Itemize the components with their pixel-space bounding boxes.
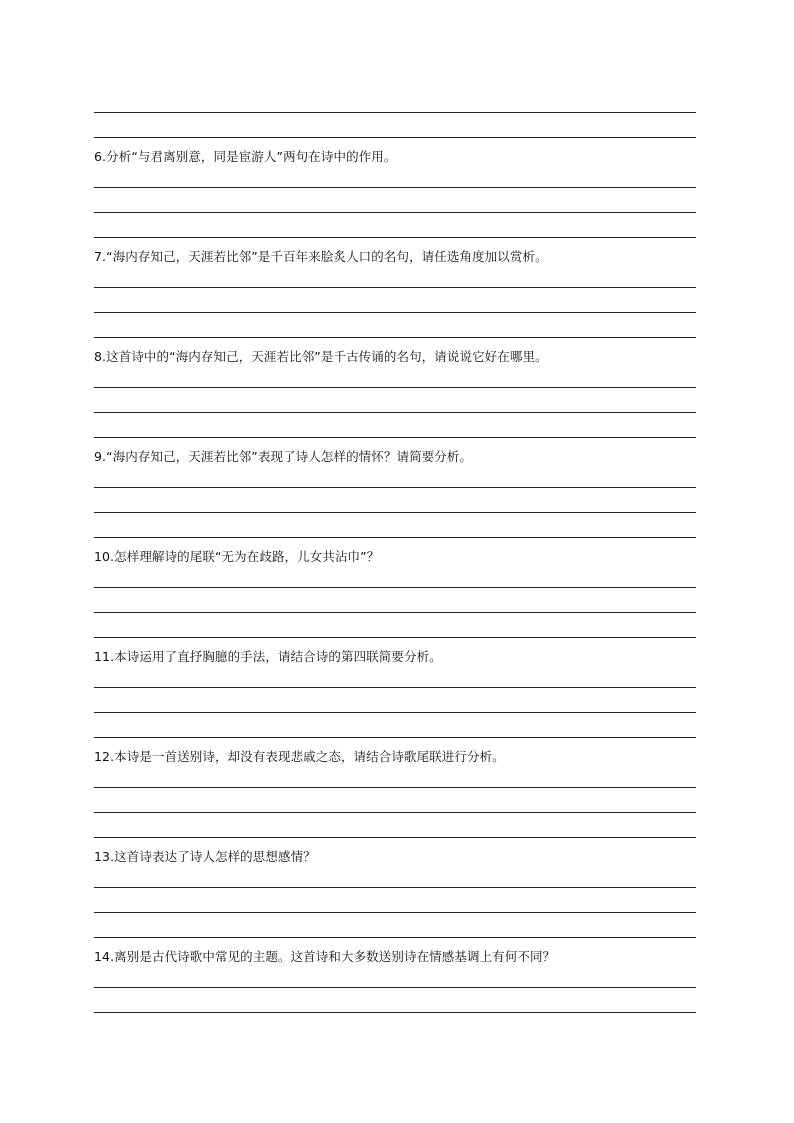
answer-line (94, 387, 696, 388)
answer-line (94, 837, 696, 838)
answer-line (94, 787, 696, 788)
answer-line (94, 112, 696, 113)
answer-line (94, 287, 696, 288)
question-8: 8.这首诗中的“海内存知己，天涯若比邻”是千古传诵的名句，请说说它好在哪里。 (94, 349, 548, 364)
question-13: 13.这首诗表达了诗人怎样的思想感情？ (94, 849, 316, 864)
answer-line (94, 1012, 696, 1013)
answer-line (94, 212, 696, 213)
answer-line (94, 912, 696, 913)
answer-line (94, 487, 696, 488)
answer-line (94, 137, 696, 138)
worksheet-page (94, 0, 696, 1123)
answer-line (94, 187, 696, 188)
question-6: 6.分析“与君离别意，同是宦游人”两句在诗中的作用。 (94, 149, 397, 164)
answer-line (94, 312, 696, 313)
answer-line (94, 812, 696, 813)
answer-line (94, 437, 696, 438)
answer-line (94, 887, 696, 888)
question-10: 10.怎样理解诗的尾联“无为在歧路，儿女共沾巾”？ (94, 549, 380, 564)
question-7: 7.“海内存知己，天涯若比邻”是千百年来脍炙人口的名句，请任选角度加以赏析。 (94, 249, 548, 264)
answer-line (94, 587, 696, 588)
answer-line (94, 737, 696, 738)
answer-line (94, 987, 696, 988)
answer-line (94, 512, 696, 513)
answer-line (94, 412, 696, 413)
answer-line (94, 937, 696, 938)
answer-line (94, 687, 696, 688)
answer-line (94, 637, 696, 638)
question-14: 14.离别是古代诗歌中常见的主题。这首诗和大多数送别诗在情感基调上有何不同？ (94, 949, 556, 964)
answer-line (94, 537, 696, 538)
answer-line (94, 612, 696, 613)
question-12: 12.本诗是一首送别诗，却没有表现悲戚之态，请结合诗歌尾联进行分析。 (94, 749, 505, 764)
question-9: 9.“海内存知己，天涯若比邻”表现了诗人怎样的情怀？请简要分析。 (94, 449, 473, 464)
answer-line (94, 237, 696, 238)
answer-line (94, 712, 696, 713)
question-11: 11.本诗运用了直抒胸臆的手法，请结合诗的第四联简要分析。 (94, 649, 442, 664)
answer-line (94, 337, 696, 338)
